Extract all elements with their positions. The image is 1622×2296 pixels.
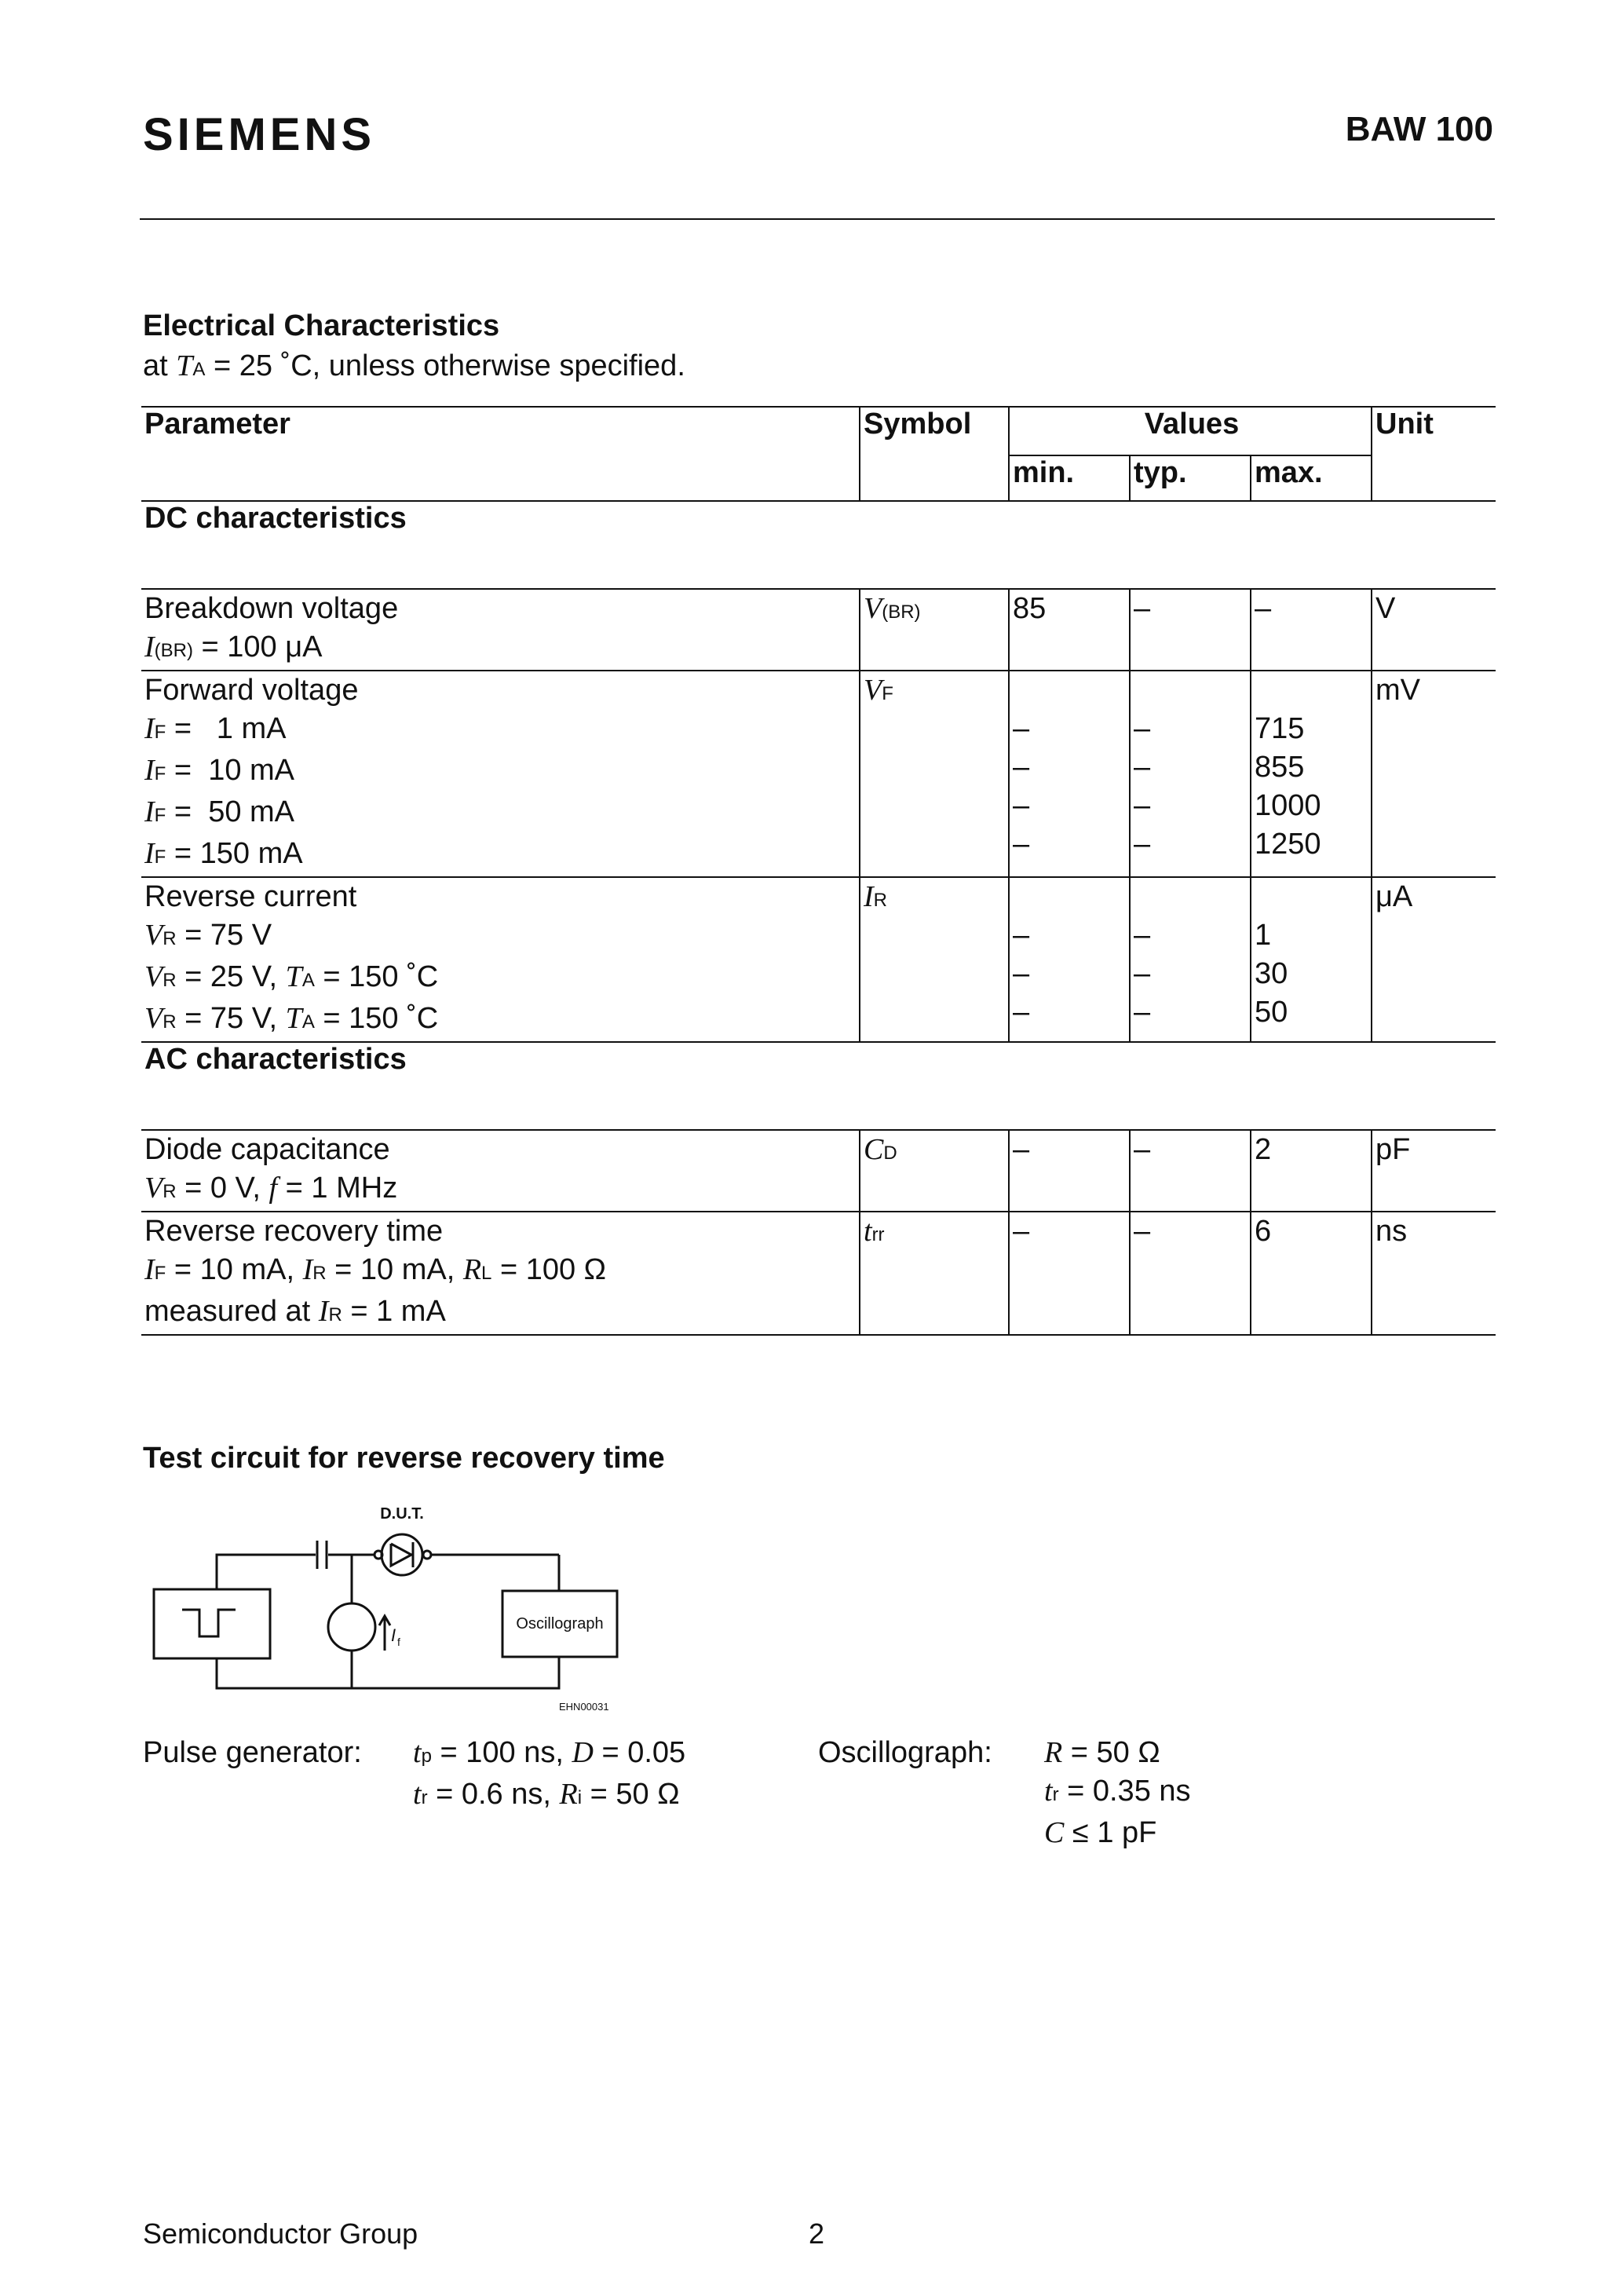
capacitance-max: 2 [1251, 1130, 1372, 1212]
recovery-symbol: trr [860, 1212, 1009, 1335]
pulse-generator-specs: tp = 100 ns, D = 0.05 tr = 0.6 ns, Ri = 50 Ω [413, 1736, 686, 1811]
reverse-parameter: Reverse current VR = 75 V VR = 25 V, TA = 150 ˚C VR = 75 V, TA = 150 ˚C [144, 880, 439, 1035]
pulse-symbol [182, 1610, 236, 1636]
part-number: BAW 100 [1345, 110, 1493, 148]
diode-symbol [382, 1534, 422, 1575]
footer-company: Semiconductor Group [143, 2217, 418, 2250]
oscillograph-specs: R = 50 Ω tr = 0.35 ns C ≤ 1 pF [1044, 1736, 1191, 1849]
page-number: 2 [809, 2217, 825, 2250]
table-header-row [141, 407, 1496, 455]
ac-section-row [141, 1042, 1496, 1130]
characteristics-table [141, 406, 1496, 1336]
breakdown-typ: – [1130, 589, 1251, 671]
table-row [141, 877, 1496, 1042]
dut-label: D.U.T. [380, 1505, 424, 1523]
recovery-min: – [1009, 1212, 1130, 1335]
forward-max: 715 855 1000 1250 [1251, 671, 1372, 877]
oscillograph-box-label: Oscillograph [516, 1615, 604, 1632]
reverse-symbol: IR [860, 877, 1009, 1042]
test-circuit-diagram [151, 1500, 637, 1720]
brand-logo: SIEMENS [143, 109, 376, 160]
capacitance-parameter: Diode capacitance VR = 0 V, f = 1 MHz [144, 1133, 398, 1205]
header-typ: typ. [1130, 455, 1251, 501]
current-sub: f [397, 1636, 400, 1648]
capacitance-typ: – [1130, 1130, 1251, 1212]
capacitance-unit: pF [1372, 1130, 1496, 1212]
table-row [141, 671, 1496, 877]
reverse-typ: – – – [1130, 877, 1251, 1042]
ac-section-title: AC characteristics [144, 1043, 407, 1076]
pulse-generator-box [154, 1589, 270, 1658]
reverse-min: – – – [1009, 877, 1130, 1042]
section-title: Electrical Characteristics [143, 309, 500, 342]
forward-symbol: VF [860, 671, 1009, 877]
header-symbol: Symbol [860, 407, 1009, 501]
reverse-max: 1 30 50 [1251, 877, 1372, 1042]
current-label: I [391, 1625, 396, 1645]
forward-min: – – – – [1009, 671, 1130, 877]
pulse-generator-label: Pulse generator: [143, 1736, 362, 1769]
header-parameter: Parameter [141, 407, 860, 501]
header-min: min. [1009, 455, 1130, 501]
test-circuit-title: Test circuit for reverse recovery time [143, 1442, 665, 1475]
header-values: Values [1009, 407, 1372, 455]
breakdown-max: – [1251, 589, 1372, 671]
table-row [141, 1130, 1496, 1212]
breakdown-parameter: Breakdown voltage I(BR) = 100 μA [144, 592, 399, 664]
breakdown-min: 85 [1009, 589, 1130, 671]
header-unit: Unit [1372, 407, 1496, 501]
capacitance-symbol: CD [860, 1130, 1009, 1212]
forward-parameter: Forward voltage IF = 1 mA IF = 10 mA IF = 50 mA IF = 150 mA [144, 674, 359, 870]
dc-section-title: DC characteristics [144, 502, 407, 535]
header-rule [140, 218, 1495, 220]
oscillograph-label: Oscillograph: [818, 1736, 992, 1769]
section-conditions: at TA = 25 ˚C, unless otherwise specified. [143, 349, 685, 382]
header-max: max. [1251, 455, 1372, 501]
forward-typ: – – – – [1130, 671, 1251, 877]
recovery-parameter: Reverse recovery time IF = 10 mA, IR = 10 mA, RL = 100 Ω measured at IR = 1 mA [144, 1215, 607, 1328]
table-row [141, 589, 1496, 671]
recovery-max: 6 [1251, 1212, 1372, 1335]
recovery-unit: ns [1372, 1212, 1496, 1335]
recovery-typ: – [1130, 1212, 1251, 1335]
forward-unit: mV [1372, 671, 1496, 877]
table-row [141, 1212, 1496, 1335]
breakdown-unit: V [1372, 589, 1496, 671]
reverse-unit: μA [1372, 877, 1496, 1042]
dc-section-row [141, 501, 1496, 589]
breakdown-symbol: V(BR) [860, 589, 1009, 671]
current-source [328, 1603, 375, 1651]
diagram-code: EHN00031 [559, 1701, 609, 1713]
capacitance-min: – [1009, 1130, 1130, 1212]
